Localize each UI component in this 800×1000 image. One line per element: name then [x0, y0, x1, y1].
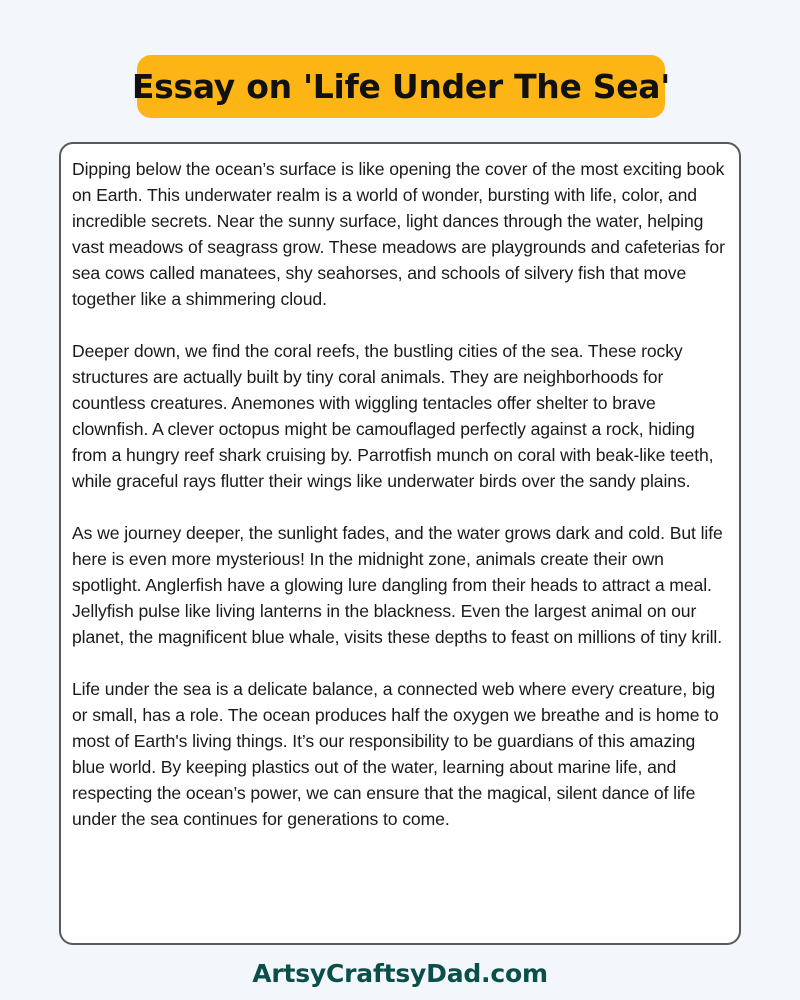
essay-paragraph-4: Life under the sea is a delicate balance, a connected web where every creature, big or small, has a role. The ocean produces half the oxygen we breathe and is home to most of Earth's living things. It’s our responsibility to be guardians of this amazing blue world. By keeping plastics out of the water, learning about marine life, and respecting the ocean’s power, we can ensure that the magical, silent dance of life under the sea continues for generations to come.: [72, 679, 719, 829]
title-banner: [131, 55, 671, 118]
essay-paragraph-2: Deeper down, we find the coral reefs, the bustling cities of the sea. These rocky structures are actually built by tiny coral animals. They are neighborhoods for countless creatures. Anemones with wiggling tentacles offer shelter to brave clownfish. A clever octopus might be camouflaged perfectly against a rock, hiding from a hungry reef shark cruising by. Parrotfish munch on coral with beak-like teeth, while graceful rays flutter their wings like underwater birds over the sandy plains.: [72, 341, 714, 491]
page-title: Essay on 'Life Under The Sea': [131, 67, 671, 106]
footer: [0, 953, 800, 993]
essay-paragraph-1: Dipping below the ocean’s surface is like opening the cover of the most exciting book on Earth. This underwater realm is a world of wonder, bursting with life, color, and incredible secrets. Near the sunny surface, light dances through the water, helping vast meadows of seagrass grow. These meadows are playgrounds and cafeterias for sea cows called manatees, shy seahorses, and schools of silvery fish that move together like a shimmering cloud.: [72, 159, 725, 309]
essay-paragraph-3: As we journey deeper, the sunlight fades, and the water grows dark and cold. But life here is even more mysterious! In the midnight zone, animals create their own spotlight. Anglerfish have a glowing lure dangling from their heads to attract a meal. Jellyfish pulse like living lanterns in the blackness. Even the largest animal on our planet, the magnificent blue whale, visits these depths to feast on millions of tiny krill.: [72, 523, 723, 647]
essay-box: [59, 142, 741, 945]
site-watermark: ArtsyCraftsyDad.com: [252, 958, 548, 988]
